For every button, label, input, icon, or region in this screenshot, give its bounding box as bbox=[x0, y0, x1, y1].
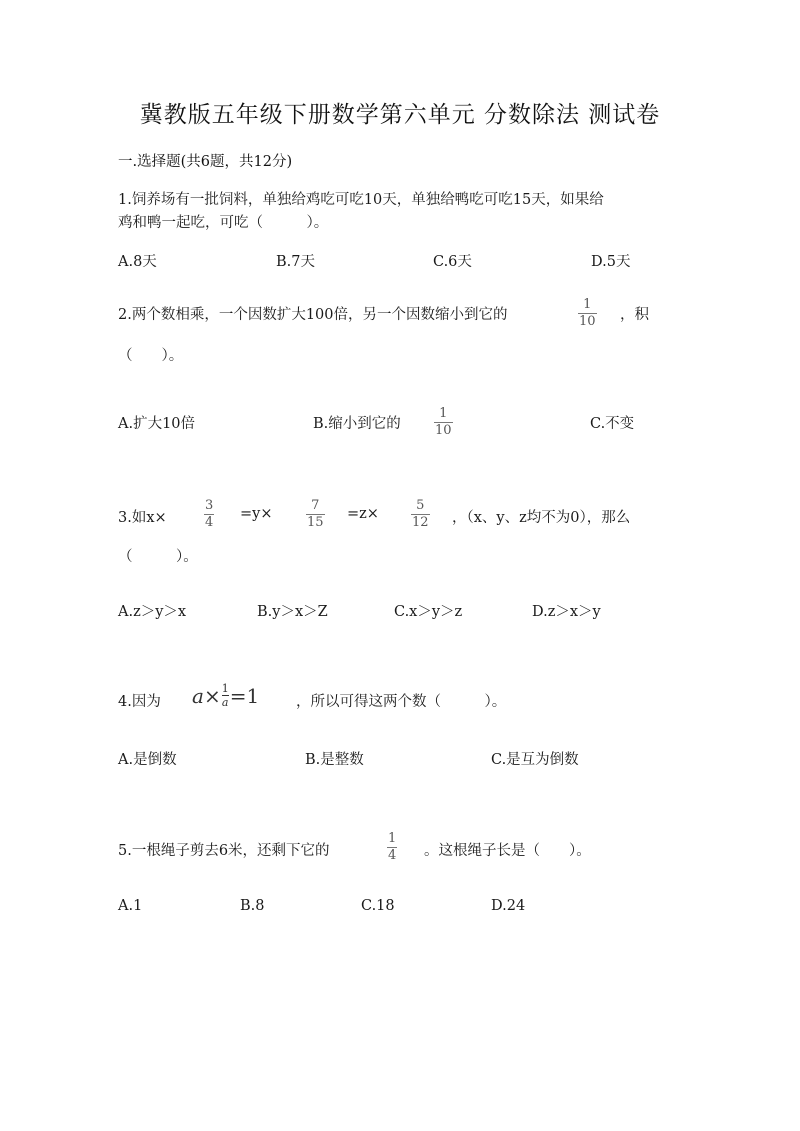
fraction-denominator: 4 bbox=[205, 515, 214, 530]
question-5-option-b: B.8 bbox=[240, 898, 265, 914]
question-2-fraction bbox=[578, 298, 597, 329]
fraction-denominator: 10 bbox=[579, 314, 596, 329]
question-5-text-part2: 。这根绳子长是（ ）。 bbox=[424, 843, 591, 859]
fraction-numerator: 1 bbox=[583, 297, 592, 312]
equation-variable: a bbox=[192, 683, 204, 708]
question-3-text-part3: =z× bbox=[347, 506, 379, 522]
fraction-numerator: 7 bbox=[311, 498, 320, 513]
question-4-text-part1: 4.因为 bbox=[118, 694, 161, 710]
equation-equals-one: =1 bbox=[229, 683, 260, 708]
question-3-text-part1: 3.如x× bbox=[118, 510, 167, 526]
fraction-numerator: 1 bbox=[388, 831, 397, 846]
question-2-text-part1: 2.两个数相乘，一个因数扩大100倍，另一个因数缩小到它的 bbox=[118, 307, 508, 323]
question-3-fraction-2 bbox=[306, 499, 325, 530]
fraction-numerator: 1 bbox=[221, 682, 229, 695]
question-2-option-a: A.扩大10倍 bbox=[118, 416, 196, 432]
question-1-option-d: D.5天 bbox=[591, 254, 631, 270]
fraction-numerator: 1 bbox=[439, 406, 448, 421]
question-3-option-c: C.x＞y＞z bbox=[394, 604, 463, 620]
fraction-numerator: 3 bbox=[205, 498, 214, 513]
question-5-option-a: A.1 bbox=[118, 898, 143, 914]
question-5-option-c: C.18 bbox=[361, 898, 395, 914]
question-4-option-b: B.是整数 bbox=[305, 752, 364, 768]
question-1-option-b: B.7天 bbox=[276, 254, 315, 270]
question-5-fraction bbox=[387, 832, 397, 863]
fraction-numerator: 5 bbox=[416, 498, 425, 513]
question-4-option-a: A.是倒数 bbox=[118, 752, 177, 768]
question-3-text-part2: =y× bbox=[240, 506, 273, 522]
section-heading: 一.选择题(共6题，共12分) bbox=[118, 154, 293, 170]
fraction-denominator: 12 bbox=[412, 515, 429, 530]
question-5-text-part1: 5.一根绳子剪去6米，还剩下它的 bbox=[118, 843, 330, 859]
question-2-option-b-fraction bbox=[434, 407, 453, 438]
question-4-equation bbox=[192, 683, 259, 708]
equation-fraction bbox=[222, 683, 229, 708]
question-1-option-a: A.8天 bbox=[118, 254, 157, 270]
question-4-option-c: C.是互为倒数 bbox=[491, 752, 579, 768]
question-2-option-b: B.缩小到它的 bbox=[313, 416, 401, 432]
equation-times-sign: × bbox=[203, 683, 221, 708]
question-1-text-line1: 1.饲养场有一批饲料，单独给鸡吃可吃10天，单独给鸭吃可吃15天，如果给 bbox=[118, 192, 604, 208]
question-2-text-part2: ，积 bbox=[620, 307, 649, 323]
question-2-text-line2: （ ）。 bbox=[118, 348, 184, 364]
question-3-option-a: A.z＞y＞x bbox=[118, 604, 187, 620]
question-3-option-d: D.z＞x＞y bbox=[532, 604, 601, 620]
fraction-denominator: 15 bbox=[307, 515, 324, 530]
question-5-option-d: D.24 bbox=[491, 898, 526, 914]
question-3-fraction-3 bbox=[411, 499, 430, 530]
fraction-denominator: 4 bbox=[388, 848, 397, 863]
question-3-text-line2: （ ）。 bbox=[118, 549, 198, 565]
question-4-text-part2: ，所以可得这两个数（ ）。 bbox=[296, 694, 507, 710]
question-3-option-b: B.y＞x＞Z bbox=[257, 604, 328, 620]
fraction-denominator: 10 bbox=[435, 423, 452, 438]
question-3-fraction-1 bbox=[204, 499, 214, 530]
fraction-denominator: a bbox=[221, 696, 229, 709]
page-title: 冀教版五年级下册数学第六单元 分数除法 测试卷 bbox=[139, 102, 661, 128]
question-3-text-part4: ，（x、y、z均不为0），那么 bbox=[452, 510, 631, 526]
question-1-option-c: C.6天 bbox=[433, 254, 472, 270]
question-2-option-c: C.不变 bbox=[590, 416, 635, 432]
question-1-text-line2: 鸡和鸭一起吃，可吃（ ）。 bbox=[118, 215, 329, 231]
